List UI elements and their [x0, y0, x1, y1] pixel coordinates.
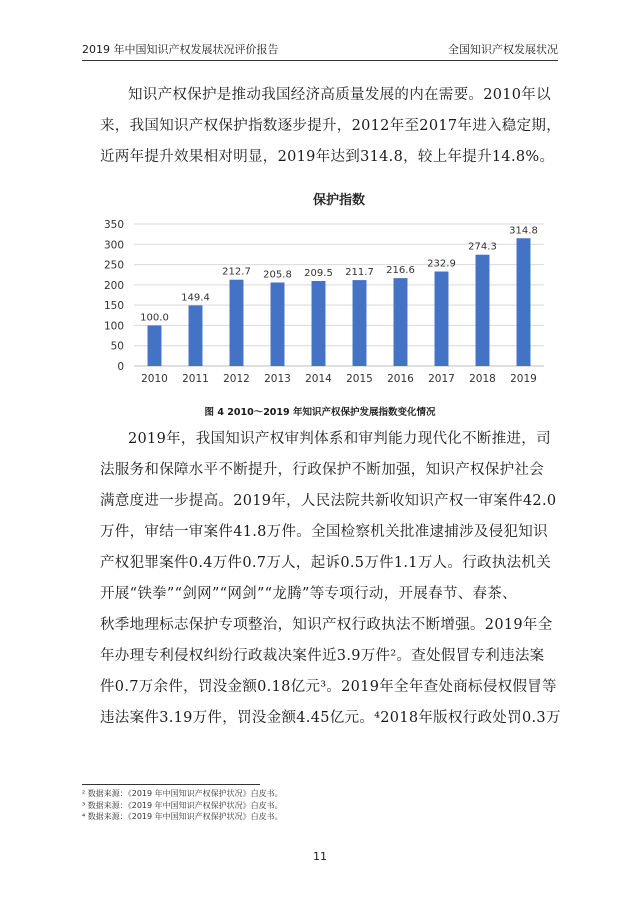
paragraph-line: 秋季地理标志保护专项整治，知识产权行政执法不断增强。2019年全 [100, 617, 553, 633]
page-header [82, 42, 558, 61]
paragraph-line: 法服务和保障水平不断提升，行政保护不断加强，知识产权保护社会 [100, 462, 544, 478]
header-right-title: 全国知识产权发展状况 [448, 43, 558, 56]
x-tick-label: 2015 [346, 373, 373, 385]
paragraph-1 [100, 80, 560, 173]
x-tick-label: 2014 [305, 373, 332, 385]
x-tick-label: 2017 [428, 373, 455, 385]
bar [230, 280, 244, 366]
paragraph-line: 违法案件3.19万件，罚没金额4.45亿元。⁴2018年版权行政处罚0.3万 [100, 710, 561, 726]
header-left-title: 2019 年中国知识产权发展状况评价报告 [82, 43, 279, 56]
bar [353, 280, 367, 366]
x-tick-label: 2019 [510, 373, 537, 385]
y-tick-label: 0 [117, 361, 124, 373]
y-tick-label: 50 [110, 340, 124, 353]
data-label: 211.7 [345, 267, 374, 279]
bar [189, 305, 203, 366]
page-number: 11 [313, 850, 327, 863]
x-tick-label: 2010 [141, 373, 168, 385]
x-tick-label: 2011 [182, 373, 209, 385]
paragraph-line: 近两年提升效果相对明显，2019年达到314.8，较上年提升14.8%。 [100, 149, 555, 165]
data-label: 100.0 [140, 312, 169, 324]
paragraph-line: 满意度进一步提高。2019年，人民法院共新收知识产权一审案件42.0 [100, 493, 557, 509]
paragraph-line: 年办理专利侵权纠纷行政裁决案件近3.9万件²。查处假冒专利违法案 [100, 648, 545, 664]
bar [394, 278, 408, 366]
data-label: 232.9 [427, 258, 456, 270]
bar [148, 325, 162, 366]
bar [312, 281, 326, 366]
x-tick-label: 2012 [223, 373, 250, 385]
figure-caption: 图 4 2010～2019 年知识产权保护发展指数变化情况 [204, 407, 436, 418]
data-label: 149.4 [181, 292, 210, 304]
data-label: 314.8 [509, 225, 538, 237]
protection-index-chart [92, 188, 552, 400]
bar [271, 283, 285, 366]
paragraph-line: 知识产权保护是推动我国经济高质量发展的内在需要。2010年以 [128, 87, 551, 103]
data-label: 212.7 [222, 266, 251, 278]
data-label: 216.6 [386, 265, 415, 277]
bar-chart-svg [92, 188, 552, 400]
bar [517, 238, 531, 366]
bar [435, 272, 449, 366]
footnote-3: ³ 数据来源：《2019 年中国知识产权保护状况》白皮书。 [82, 800, 283, 810]
y-tick-label: 350 [103, 219, 124, 231]
paragraph-line: 2019年，我国知识产权审判体系和审判能力现代化不断推进，司 [128, 431, 551, 447]
paragraph-line: 万件，审结一审案件41.8万件。全国检察机关批准逮捕涉及侵犯知识 [100, 524, 548, 540]
paragraph-line: 开展“铁拳”“剑网”“网剑”“龙腾”等专项行动，开展春节、春茶、 [100, 586, 517, 602]
paragraph-line: 产权犯罪案件0.4万件0.7万人，起诉0.5万件1.1万人。行政执法机关 [100, 555, 552, 571]
y-tick-label: 150 [103, 300, 124, 313]
x-tick-label: 2013 [264, 373, 291, 385]
paragraph-line: 来，我国知识产权保护指数逐步提升，2012年至2017年进入稳定期， [100, 118, 561, 134]
paragraph-2 [100, 424, 560, 734]
bar [476, 255, 490, 366]
footnote-2: ² 数据来源：《2019 年中国知识产权保护状况》白皮书。 [82, 789, 283, 798]
y-tick-label: 250 [103, 259, 124, 272]
data-label: 205.8 [263, 269, 292, 281]
footnote-divider [82, 784, 260, 785]
x-tick-label: 2016 [387, 373, 414, 385]
y-tick-label: 100 [103, 320, 124, 333]
y-tick-label: 300 [103, 239, 124, 252]
paragraph-line: 件0.7万余件，罚没金额0.18亿元³。2019年全年查处商标侵权假冒等 [100, 679, 557, 695]
chart-title: 保护指数 [312, 193, 366, 208]
footnote-4: ⁴ 数据来源：《2019 年中国知识产权保护状况》白皮书。 [82, 812, 283, 821]
x-tick-label: 2018 [469, 373, 496, 385]
footnotes [82, 788, 283, 823]
y-tick-label: 200 [103, 279, 124, 292]
data-label: 274.3 [468, 241, 497, 253]
data-label: 209.5 [304, 268, 333, 280]
